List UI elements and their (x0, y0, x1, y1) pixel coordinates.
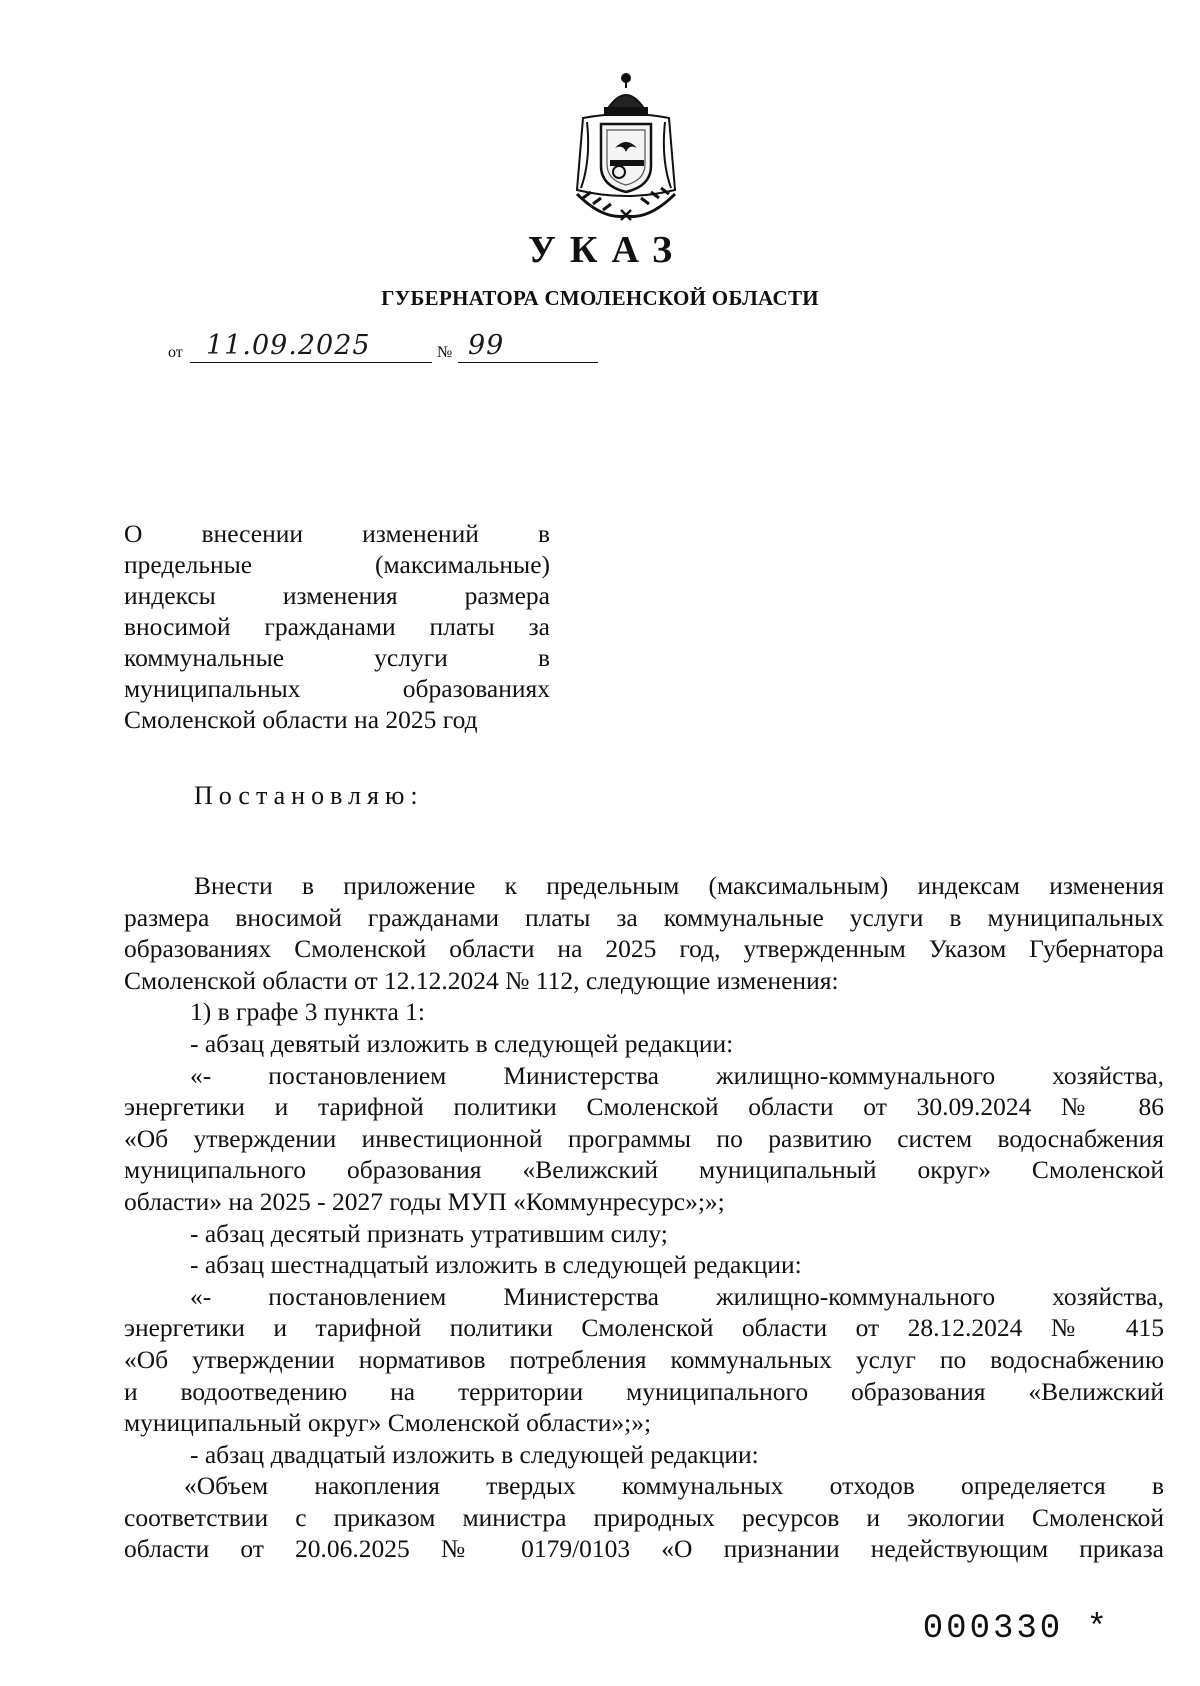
document-subtitle: ГУБЕРНАТОРА СМОЛЕНСКОЙ ОБЛАСТИ (381, 286, 819, 310)
body-line: Внести в приложение к предельным (максимальным) индексам изменения (194, 871, 1164, 900)
number-label: № (437, 344, 453, 361)
document-title: УКАЗ (528, 229, 686, 271)
subject-line: Смоленской области на 2025 год (124, 705, 478, 734)
decree-body (124, 870, 1164, 1565)
body-line: Смоленской области от 12.12.2024 № 112, следующие изменения: (124, 965, 839, 995)
date-number-line (168, 330, 608, 370)
body-line: «Об утверждении инвестиционной программы по развитию систем водоснабжения (124, 1123, 1164, 1153)
date-underline (190, 362, 432, 363)
body-line: образованиях Смоленской области на 2025 год, утвержденным Указом Губернатора (124, 934, 1164, 964)
body-line: энергетики и тарифной политики Смоленской области от 30.09.2024 № 86 (124, 1092, 1164, 1122)
body-line: муниципальный округ» Смоленской области»;»; (124, 1408, 652, 1438)
decree-subject (124, 518, 550, 735)
subject-line: коммунальные услуги в (124, 643, 550, 672)
body-line: размера вносимой гражданами платы за коммунальные услуги в муниципальных (124, 902, 1164, 932)
body-line: и водоотведению на территории муниципального образования «Велижский (124, 1376, 1164, 1406)
number-value: 99 (468, 330, 505, 361)
date-label: от (168, 344, 183, 361)
document-serial-number: 000330 * (922, 1610, 1110, 1648)
subject-line: предельные (максимальные) (124, 550, 550, 579)
body-line: - абзац девятый изложить в следующей редакции: (190, 1028, 734, 1058)
body-line: муниципального образования «Велижский муниципальный округ» Смоленской (124, 1155, 1164, 1185)
subject-line: вносимой гражданами платы за (124, 612, 550, 641)
body-line: соответствии с приказом министра природных ресурсов и экологии Смоленской (124, 1502, 1164, 1532)
body-line: 1) в графе 3 пункта 1: (190, 997, 425, 1027)
body-line: «Объем накопления твердых коммунальных отходов определяется в (184, 1471, 1164, 1501)
coat-of-arms-emblem (563, 70, 689, 222)
body-line: - абзац двадцатый изложить в следующей редакции: (190, 1439, 759, 1469)
body-line: «Об утверждении нормативов потребления коммунальных услуг по водоснабжению (124, 1344, 1164, 1374)
body-line: энергетики и тарифной политики Смоленской области от 28.12.2024 № 415 (124, 1313, 1164, 1343)
body-line: - абзац шестнадцатый изложить в следующей редакции: (190, 1250, 802, 1280)
subject-line: индексы изменения размера (124, 581, 550, 610)
body-line: - абзац десятый признать утратившим силу; (190, 1218, 668, 1248)
subject-line: муниципальных образованиях (124, 674, 550, 703)
body-line: области» на 2025 - 2027 годы МУП «Коммунресурс»;»; (124, 1186, 725, 1216)
body-line: «- постановлением Министерства жилищно-коммунального хозяйства, (190, 1281, 1164, 1311)
date-value: 11.09.2025 (206, 330, 371, 361)
subject-line: О внесении изменений в (124, 519, 550, 548)
body-line: области от 20.06.2025 № 0179/0103 «О признании недействующим приказа (124, 1534, 1164, 1564)
number-underline (458, 362, 598, 363)
resolve-heading: Постановляю: (194, 781, 424, 810)
body-line: «- постановлением Министерства жилищно-коммунального хозяйства, (190, 1060, 1164, 1090)
